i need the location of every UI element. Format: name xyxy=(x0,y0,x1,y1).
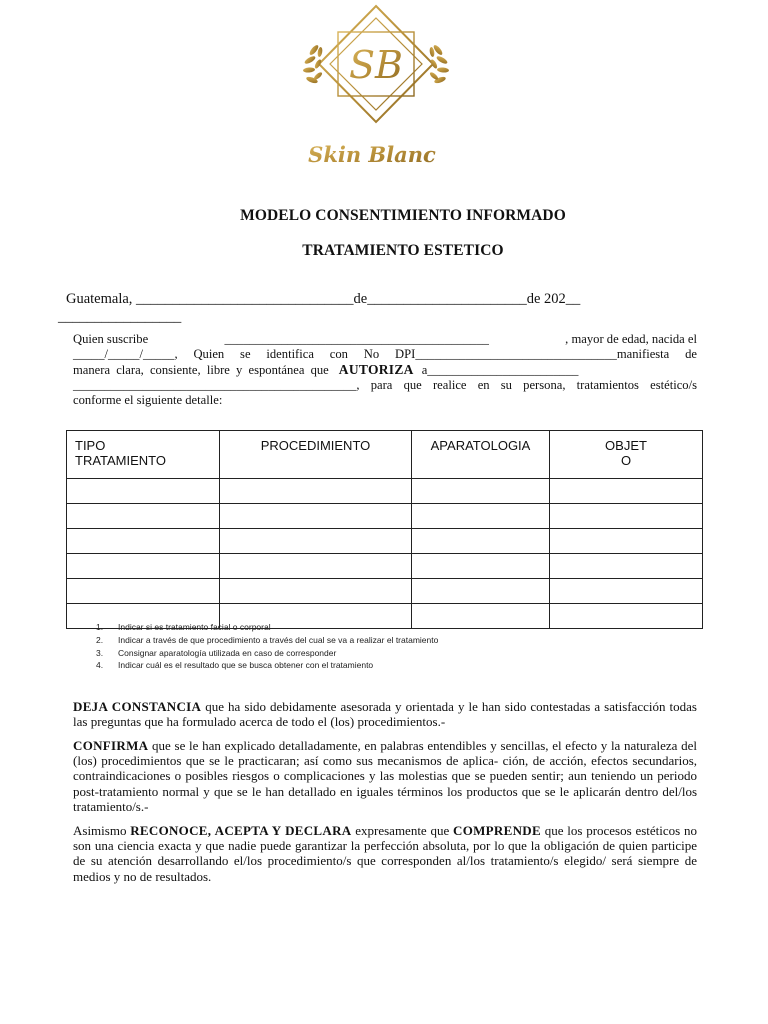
header-objeto xyxy=(550,431,703,479)
logo-monogram: SB xyxy=(349,43,403,87)
reconoce-text: que los procesos estéticos no son una ciencia exacta y que nadie puede garantizar la perfección absoluta, por lo que la obligación de quien participe de su atención desarrollando el/los procedimiento/s que corresponden al/los tratamiento/s elegido/ será siempre de medios y no de resultados. xyxy=(73,823,697,884)
intro-age-text: , mayor de edad, nacida el xyxy=(565,332,697,346)
cell-tipo[interactable] xyxy=(67,579,220,604)
cell-procedimiento[interactable] xyxy=(220,504,412,529)
intro-line-1 xyxy=(73,332,697,347)
date-line: Guatemala, ______________________________de______________________de 202__ xyxy=(66,291,581,307)
header-objeto-line-2: O xyxy=(620,453,632,468)
skin-blanc-logo xyxy=(296,2,456,174)
treatment-table xyxy=(66,430,703,629)
header-procedimiento: PROCEDIMIENTO xyxy=(220,431,412,479)
cell-procedimiento[interactable] xyxy=(220,479,412,504)
paragraph-reconoce xyxy=(73,823,697,884)
cell-procedimiento[interactable] xyxy=(220,579,412,604)
table-row xyxy=(67,529,703,554)
date-line-continuation: _________________ xyxy=(58,309,182,325)
intro-consent-text: manera clara, consiente, libre y espontánea que xyxy=(73,363,329,377)
logo-emblem xyxy=(296,2,456,174)
footnote-number: 3. xyxy=(96,647,104,658)
deja-constancia-keyword: DEJA CONSTANCIA xyxy=(73,699,202,714)
reconoce-mid-text: expresamente que xyxy=(351,823,454,838)
cell-tipo[interactable] xyxy=(67,504,220,529)
header-aparatologia: APARATOLOGIA xyxy=(412,431,550,479)
footnote-item xyxy=(96,634,438,647)
cell-procedimiento[interactable] xyxy=(220,554,412,579)
footnote-text: Indicar cuál es el resultado que se busca obtener con el tratamiento xyxy=(118,660,374,671)
document-subtitle: TRATAMIENTO ESTETICO xyxy=(302,242,504,259)
cell-aparatologia[interactable] xyxy=(412,529,550,554)
cell-aparatologia[interactable] xyxy=(412,504,550,529)
cell-objeto[interactable] xyxy=(550,579,703,604)
intro-subscriber-label: Quien suscribe xyxy=(73,332,149,346)
cell-tipo[interactable] xyxy=(67,479,220,504)
confirma-text: que se le han explicado detalladamente, en palabras entendibles y sencillas, el efecto y la naturaleza del (los) procedimientos que se le practicaran; así como sus mecanismos de aplica- ción, de acción, efectos secundarios, contraindicaciones o posibles riesgos o complicaciones y las molestias que se pueden sentir; aun teniendo un periodo post-tratamiento normal y que se le han detallado en iguales términos los productos que se le aplicarán dentro del/los tratamiento/s.- xyxy=(73,738,697,814)
cell-tipo[interactable] xyxy=(67,554,220,579)
cell-objeto[interactable] xyxy=(550,529,703,554)
table-row xyxy=(67,504,703,529)
header-tipo-line-2: TRATAMIENTO xyxy=(75,453,166,468)
header-tipo-line-1: TIPO xyxy=(75,438,106,453)
footnote-text: Indicar a través de que procedimiento a través del cual se va a realizar el tratamiento xyxy=(118,634,439,645)
cell-aparatologia[interactable] xyxy=(412,479,550,504)
subscriber-name-blank: __________________________________________ xyxy=(224,332,489,346)
footnote-item xyxy=(96,659,438,672)
paragraph-confirma xyxy=(73,738,697,814)
cell-objeto[interactable] xyxy=(550,554,703,579)
footnote-text: Indicar si es tratamiento facial o corporal xyxy=(118,622,271,632)
table-row xyxy=(67,579,703,604)
cell-objeto[interactable] xyxy=(550,504,703,529)
authorize-keyword: AUTORIZA xyxy=(338,362,414,377)
footnote-number: 2. xyxy=(96,634,104,645)
document-title: MODELO CONSENTIMIENTO INFORMADO xyxy=(240,207,566,224)
table-footnotes xyxy=(96,621,438,672)
reconoce-keyword: RECONOCE, ACEPTA Y DECLARA xyxy=(130,823,352,838)
table-row xyxy=(67,554,703,579)
table-header-row xyxy=(67,431,703,479)
logo-brand-name: Skin Blanc xyxy=(308,142,436,167)
table-row xyxy=(67,479,703,504)
comprende-keyword: COMPRENDE xyxy=(453,823,541,838)
footnote-number: 1. xyxy=(96,622,104,632)
cell-objeto[interactable] xyxy=(550,479,703,504)
footnote-item xyxy=(96,621,438,634)
cell-procedimiento[interactable] xyxy=(220,529,412,554)
footnote-text: Consignar aparatología utilizada en caso de corresponder xyxy=(118,647,337,658)
authorized-party-blank: a________________________ xyxy=(421,363,579,377)
intro-paragraph xyxy=(73,332,697,408)
intro-line-5: conforme el siguiente detalle: xyxy=(73,393,223,407)
confirma-keyword: CONFIRMA xyxy=(73,738,149,753)
footnote-number: 4. xyxy=(96,660,104,671)
footnote-item xyxy=(96,647,438,660)
cell-objeto[interactable] xyxy=(550,604,703,629)
reconoce-intro: Asimismo xyxy=(73,823,131,838)
paragraph-deja-constancia xyxy=(73,699,697,729)
cell-tipo[interactable] xyxy=(67,529,220,554)
header-tipo-tratamiento xyxy=(67,431,220,479)
deja-constancia-text: que ha sido debidamente asesorada y orientada y le han sido contestadas a satisfacción todas las preguntas que ha formulado acerca de todo el (los) procedimientos.- xyxy=(73,699,697,730)
cell-aparatologia[interactable] xyxy=(412,554,550,579)
intro-line-3 xyxy=(73,362,697,378)
cell-aparatologia[interactable] xyxy=(412,579,550,604)
intro-line-4: _____________________________________________, para que realice en su persona, tratamientos estético/s xyxy=(73,378,697,392)
header-objeto-line-1: OBJET xyxy=(605,438,647,453)
intro-line-2: _____/_____/_____, Quien se identifica con No DPI________________________________manifiesta de xyxy=(73,347,697,361)
